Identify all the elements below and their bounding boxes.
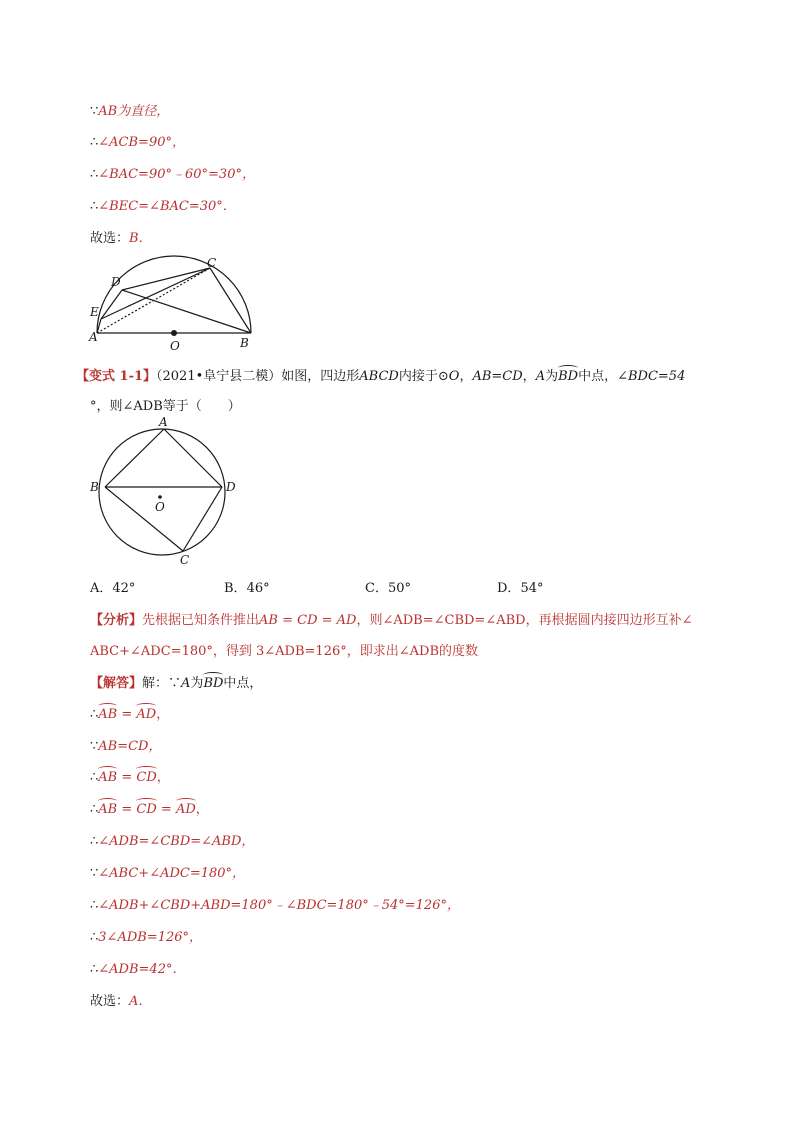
question-text: ， [522, 369, 536, 384]
therefore-symbol: ∴ [90, 962, 99, 977]
punct: ， [195, 802, 209, 817]
label-C: C [207, 256, 217, 270]
analysis-line-2 [90, 643, 478, 661]
question-text: 内接于⊙ [398, 369, 449, 384]
question-text: ， [459, 369, 473, 384]
label-O: O [170, 339, 180, 353]
answer-step-7 [90, 897, 460, 915]
arc-AB: AB [98, 707, 118, 722]
option-b[interactable] [224, 580, 270, 598]
answer-step-3 [90, 769, 170, 787]
solution-line-1 [90, 103, 169, 121]
question-text: °，则∠ADB等于（ ） [90, 399, 241, 414]
analysis-text: 先根据已知条件推出 [142, 613, 260, 628]
answer-intro: 解：∵ [142, 676, 182, 691]
label-O: O [155, 500, 165, 514]
segment-AB [105, 429, 164, 487]
arc-CD: CD [136, 770, 157, 785]
option-value: 50° [387, 581, 411, 596]
answer-text: ∠ABC+∠ADC=180°， [98, 866, 246, 881]
therefore-symbol: ∴ [90, 167, 99, 182]
option-value: 46° [246, 581, 270, 596]
answer-text: 中点， [223, 676, 263, 691]
segment-CB [210, 268, 251, 333]
arc-AD: AD [175, 802, 196, 817]
question-text: 如图，四边形 [281, 369, 360, 384]
answer-step-5 [90, 833, 254, 851]
answer-point: A [181, 676, 191, 691]
answer-step-9 [90, 961, 185, 979]
figure-semicircle [80, 255, 270, 355]
question-equality: AB=CD [472, 369, 523, 384]
arc-BD: BD [203, 676, 224, 691]
because-symbol: ∵ [90, 866, 99, 881]
answer-choose-line [90, 993, 151, 1011]
question-angle: ∠BDC=54 [617, 369, 686, 384]
therefore-symbol: ∴ [90, 770, 99, 785]
center-point-O [171, 330, 177, 336]
analysis-line-1 [90, 612, 692, 630]
answer-tag: 【解答】 [90, 676, 143, 691]
therefore-symbol: ∴ [90, 802, 99, 817]
therefore-symbol: ∴ [90, 898, 99, 913]
arc-AB: AB [98, 802, 118, 817]
variant-question-line-1 [76, 368, 685, 386]
solution-line-3 [90, 166, 255, 184]
choose-label: 故选： [90, 231, 130, 246]
question-text: 中点， [578, 369, 618, 384]
label-B: B [90, 480, 99, 494]
figure-circle [85, 415, 245, 573]
option-c[interactable] [365, 580, 411, 598]
question-circle: O [448, 369, 460, 384]
question-text: 为 [545, 369, 559, 384]
equals: = [156, 802, 176, 817]
arc-AB: AB [98, 770, 118, 785]
arc-BD: BD [558, 369, 579, 384]
label-D: D [111, 275, 121, 289]
question-point: A [535, 369, 546, 384]
therefore-symbol: ∴ [90, 707, 99, 722]
solution-line-4 [90, 198, 236, 216]
option-letter: C． [365, 581, 388, 596]
option-letter: D． [497, 581, 521, 596]
equals: = [117, 707, 137, 722]
option-letter: A． [90, 581, 113, 596]
variant-source: （2021•阜宁县二模） [156, 369, 282, 384]
because-symbol: ∵ [90, 104, 99, 119]
option-letter: B． [224, 581, 247, 596]
solution-line-2 [90, 134, 185, 152]
choose-line [90, 230, 152, 248]
center-point-O [158, 495, 162, 499]
answer-step-6 [90, 865, 245, 883]
question-quad: ABCD [359, 369, 399, 384]
choose-answer: A． [129, 994, 152, 1009]
segment-DC [183, 487, 222, 551]
solution-text: ∠BAC=90°﹣60°=30°， [98, 167, 255, 182]
option-value: 54° [520, 581, 544, 596]
segment-DB [122, 290, 251, 333]
because-symbol: ∵ [90, 739, 99, 754]
answer-intro-line [90, 675, 262, 693]
answer-step-8 [90, 929, 202, 947]
analysis-tag: 【分析】 [90, 613, 143, 628]
option-value: 42° [112, 581, 136, 596]
segment-BC [105, 487, 183, 551]
answer-text: ∠ADB=∠CBD=∠ABD， [98, 834, 255, 849]
choose-label: 故选： [90, 994, 130, 1009]
arc-CD: CD [136, 802, 157, 817]
semicircle-arc [97, 256, 251, 333]
label-D: D [226, 480, 236, 494]
label-A: A [89, 330, 98, 344]
answer-step-4 [90, 801, 209, 819]
analysis-text: ，则∠ADB=∠CBD=∠ABD，再根据圆内接四边形互补∠ [356, 613, 693, 628]
variant-tag: 【变式 1-1】 [76, 369, 157, 384]
label-A: A [159, 415, 168, 429]
analysis-text: ABC+∠ADC=180°，得到 3∠ADB=126°，即求出∠ADB的度数 [90, 644, 479, 659]
therefore-symbol: ∴ [90, 199, 99, 214]
answer-step-1 [90, 706, 169, 724]
label-B: B [240, 336, 249, 350]
label-C: C [180, 553, 190, 567]
punct: ， [156, 770, 170, 785]
option-a[interactable] [90, 580, 135, 598]
segment-DC [122, 268, 210, 290]
solution-text: ∠BEC=∠BAC=30°． [98, 199, 236, 214]
equals: = [117, 770, 137, 785]
answer-text: 为 [190, 676, 204, 691]
therefore-symbol: ∴ [90, 834, 99, 849]
option-d[interactable] [497, 580, 543, 598]
arc-AD: AD [136, 707, 157, 722]
variant-question-line-2 [90, 398, 241, 416]
analysis-arc-equation: AB = CD = AD [259, 613, 357, 628]
equals: = [117, 802, 137, 817]
punct: ， [156, 707, 170, 722]
answer-text: ∠ADB=42°． [98, 962, 186, 977]
label-E: E [90, 305, 99, 319]
choose-answer: B． [129, 231, 152, 246]
answer-text: ∠ADB+∠CBD+ABD=180°﹣∠BDC=180°﹣54°=126°， [98, 898, 460, 913]
answer-text: 3∠ADB=126°， [98, 930, 203, 945]
answer-text: AB=CD， [98, 739, 162, 754]
therefore-symbol: ∴ [90, 930, 99, 945]
solution-text: AB为直径， [98, 104, 170, 119]
solution-text: ∠ACB=90°， [98, 135, 185, 150]
circle-O [99, 429, 225, 555]
therefore-symbol: ∴ [90, 135, 99, 150]
answer-step-2 [90, 738, 162, 756]
